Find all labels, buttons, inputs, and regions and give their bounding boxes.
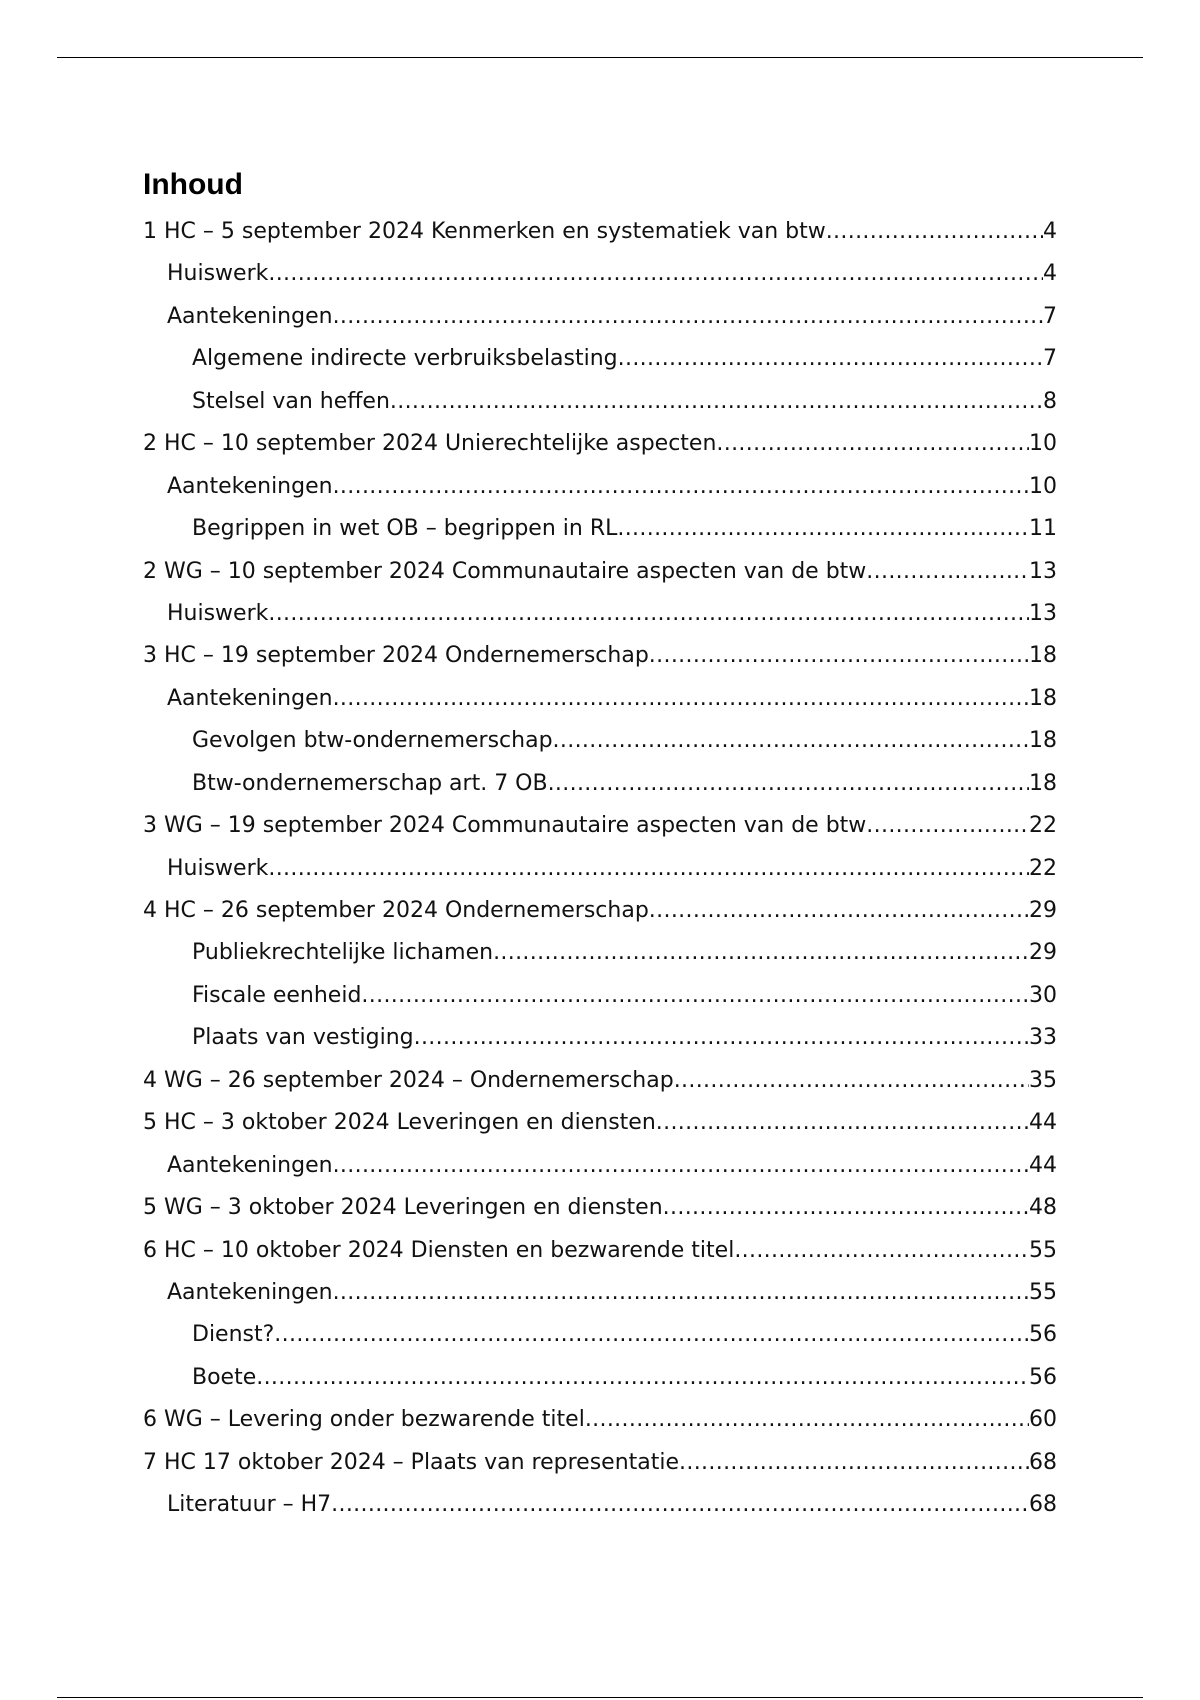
toc-dot-leader <box>679 1449 1029 1477</box>
toc-entry-page-number: 7 <box>1043 303 1057 329</box>
toc-entry-page-number: 18 <box>1029 643 1057 669</box>
toc-entry-page-number: 68 <box>1029 1492 1057 1518</box>
toc-entry[interactable] <box>143 1152 1057 1194</box>
header-rule <box>57 57 1143 58</box>
toc-entry-page-number: 56 <box>1029 1364 1057 1390</box>
toc-entry-label: Plaats van vestiging <box>192 1025 414 1051</box>
table-of-contents <box>143 165 1057 1534</box>
toc-entry-label: Aantekeningen <box>167 1279 333 1305</box>
toc-dot-leader <box>333 1279 1029 1307</box>
toc-entry[interactable] <box>143 388 1057 430</box>
toc-entry[interactable] <box>143 855 1057 897</box>
toc-entry[interactable] <box>143 939 1057 981</box>
toc-entry[interactable] <box>143 303 1057 345</box>
toc-dot-leader <box>618 345 1043 373</box>
toc-entry-label: Aantekeningen <box>167 473 333 499</box>
toc-entry-label: Huiswerk <box>167 261 269 287</box>
toc-entry[interactable] <box>143 897 1057 939</box>
toc-dot-leader <box>649 642 1029 670</box>
toc-entry-label: 1 HC – 5 september 2024 Kenmerken en systematiek van btw <box>143 219 826 244</box>
toc-entry-page-number: 55 <box>1029 1279 1057 1305</box>
toc-entry-page-number: 33 <box>1029 1025 1057 1051</box>
toc-entry[interactable] <box>143 812 1057 854</box>
toc-entry-label: 6 WG – Levering onder bezwarende titel <box>143 1407 585 1433</box>
toc-dot-leader <box>617 515 1029 543</box>
toc-entry-label: 3 HC – 19 september 2024 Ondernemerschap <box>143 643 649 669</box>
toc-entry-page-number: 29 <box>1029 940 1057 966</box>
toc-entry-label: Literatuur – H7 <box>167 1492 332 1518</box>
toc-entry-label: Stelsel van heffen <box>192 388 390 414</box>
toc-entry-page-number: 18 <box>1029 685 1057 711</box>
toc-entry[interactable] <box>143 1194 1057 1236</box>
toc-entry-page-number: 55 <box>1029 1237 1057 1263</box>
toc-entry-label: 2 WG – 10 september 2024 Communautaire aspecten van de btw <box>143 558 867 584</box>
toc-dot-leader <box>331 1491 1029 1519</box>
toc-entry[interactable] <box>143 600 1057 642</box>
toc-entry[interactable] <box>143 1237 1057 1279</box>
toc-entry-page-number: 11 <box>1029 516 1057 542</box>
toc-entry-page-number: 30 <box>1029 982 1057 1008</box>
toc-entry[interactable] <box>143 982 1057 1024</box>
footer-rule <box>57 1697 1143 1698</box>
toc-entry-label: 6 HC – 10 oktober 2024 Diensten en bezwarende titel <box>143 1237 735 1263</box>
toc-dot-leader <box>333 685 1029 713</box>
toc-entry-label: Fiscale eenheid <box>192 982 362 1008</box>
toc-entry-page-number: 56 <box>1029 1322 1057 1348</box>
toc-entry-label: 5 HC – 3 oktober 2024 Leveringen en diensten <box>143 1110 656 1136</box>
toc-dot-leader <box>663 1194 1029 1222</box>
toc-dot-leader <box>866 558 1029 586</box>
toc-dot-leader <box>333 473 1029 501</box>
toc-entry-page-number: 8 <box>1043 388 1057 414</box>
toc-dot-leader <box>585 1406 1029 1434</box>
toc-entry-page-number: 60 <box>1029 1407 1057 1433</box>
toc-entry-page-number: 18 <box>1029 770 1057 796</box>
toc-entry-list <box>143 218 1057 1534</box>
toc-entry[interactable] <box>143 515 1057 557</box>
toc-entry-page-number: 44 <box>1029 1110 1057 1136</box>
toc-entry-label: Aantekeningen <box>167 685 333 711</box>
toc-entry[interactable] <box>143 1406 1057 1448</box>
toc-entry-page-number: 10 <box>1029 473 1057 499</box>
toc-entry[interactable] <box>143 1491 1057 1533</box>
toc-entry[interactable] <box>143 473 1057 515</box>
toc-entry-page-number: 35 <box>1029 1067 1057 1093</box>
toc-entry-label: 5 WG – 3 oktober 2024 Leveringen en diensten <box>143 1195 663 1221</box>
toc-entry-page-number: 48 <box>1029 1195 1057 1221</box>
toc-entry-page-number: 13 <box>1029 558 1057 584</box>
toc-entry-label: 7 HC 17 oktober 2024 – Plaats van representatie <box>143 1449 680 1475</box>
toc-dot-leader <box>674 1067 1029 1095</box>
toc-entry-page-number: 7 <box>1043 346 1057 372</box>
toc-entry-label: Gevolgen btw-ondernemerschap <box>192 728 553 754</box>
toc-dot-leader <box>268 260 1043 288</box>
toc-dot-leader <box>493 939 1029 967</box>
toc-entry-label: 2 HC – 10 september 2024 Unierechtelijke aspecten <box>143 431 717 457</box>
toc-entry-page-number: 44 <box>1029 1152 1057 1178</box>
toc-entry[interactable] <box>143 345 1057 387</box>
toc-title: Inhoud <box>143 168 243 201</box>
toc-entry-page-number: 22 <box>1029 855 1057 881</box>
toc-entry-label: Aantekeningen <box>167 1152 333 1178</box>
toc-dot-leader <box>268 600 1029 628</box>
toc-entry-label: Huiswerk <box>167 600 269 626</box>
toc-entry[interactable] <box>143 1024 1057 1066</box>
toc-entry[interactable] <box>143 558 1057 600</box>
toc-entry-page-number: 13 <box>1029 600 1057 626</box>
toc-entry[interactable] <box>143 1321 1057 1363</box>
toc-entry[interactable] <box>143 260 1057 302</box>
toc-dot-leader <box>716 430 1029 458</box>
toc-dot-leader <box>268 855 1029 883</box>
toc-entry[interactable] <box>143 430 1057 472</box>
toc-entry-label: Publiekrechtelijke lichamen <box>192 940 494 966</box>
toc-entry-page-number: 10 <box>1029 431 1057 457</box>
toc-dot-leader <box>361 982 1029 1010</box>
toc-dot-leader <box>390 388 1043 416</box>
toc-entry-label: Btw-ondernemerschap art. 7 OB <box>192 770 548 796</box>
toc-entry-page-number: 29 <box>1029 898 1057 923</box>
toc-entry-page-number: 4 <box>1043 219 1057 244</box>
toc-dot-leader <box>548 770 1029 798</box>
toc-dot-leader <box>414 1024 1029 1052</box>
toc-dot-leader <box>866 812 1029 840</box>
toc-entry-label: Algemene indirecte verbruiksbelasting <box>192 346 618 372</box>
toc-dot-leader <box>256 1364 1029 1392</box>
toc-dot-leader <box>656 1109 1029 1137</box>
toc-entry[interactable] <box>143 1364 1057 1406</box>
toc-entry-label: 4 HC – 26 september 2024 Ondernemerschap <box>143 898 649 923</box>
toc-entry-label: Aantekeningen <box>167 303 333 329</box>
toc-entry[interactable] <box>143 218 1057 260</box>
toc-dot-leader <box>734 1237 1029 1265</box>
toc-entry-page-number: 22 <box>1029 813 1057 839</box>
toc-entry-page-number: 68 <box>1029 1449 1057 1475</box>
toc-dot-leader <box>553 727 1029 755</box>
toc-dot-leader <box>333 303 1043 331</box>
toc-entry-label: Dienst? <box>192 1322 275 1348</box>
toc-dot-leader <box>649 897 1029 925</box>
toc-dot-leader <box>826 218 1043 246</box>
toc-entry[interactable] <box>143 727 1057 769</box>
toc-entry[interactable] <box>143 642 1057 684</box>
toc-entry[interactable] <box>143 1449 1057 1491</box>
toc-entry[interactable] <box>143 685 1057 727</box>
toc-entry-label: 3 WG – 19 september 2024 Communautaire aspecten van de btw <box>143 813 867 839</box>
toc-entry-label: Begrippen in wet OB – begrippen in RL <box>192 516 618 542</box>
toc-entry[interactable] <box>143 770 1057 812</box>
toc-entry[interactable] <box>143 1109 1057 1151</box>
toc-entry-label: Huiswerk <box>167 855 269 881</box>
toc-entry-label: Boete <box>192 1364 257 1390</box>
toc-entry-page-number: 4 <box>1043 261 1057 287</box>
toc-entry[interactable] <box>143 1067 1057 1109</box>
toc-entry[interactable] <box>143 1279 1057 1321</box>
toc-dot-leader <box>274 1321 1029 1349</box>
toc-dot-leader <box>333 1152 1029 1180</box>
toc-entry-label: 4 WG – 26 september 2024 – Ondernemerschap <box>143 1067 674 1093</box>
toc-entry-page-number: 18 <box>1029 728 1057 754</box>
